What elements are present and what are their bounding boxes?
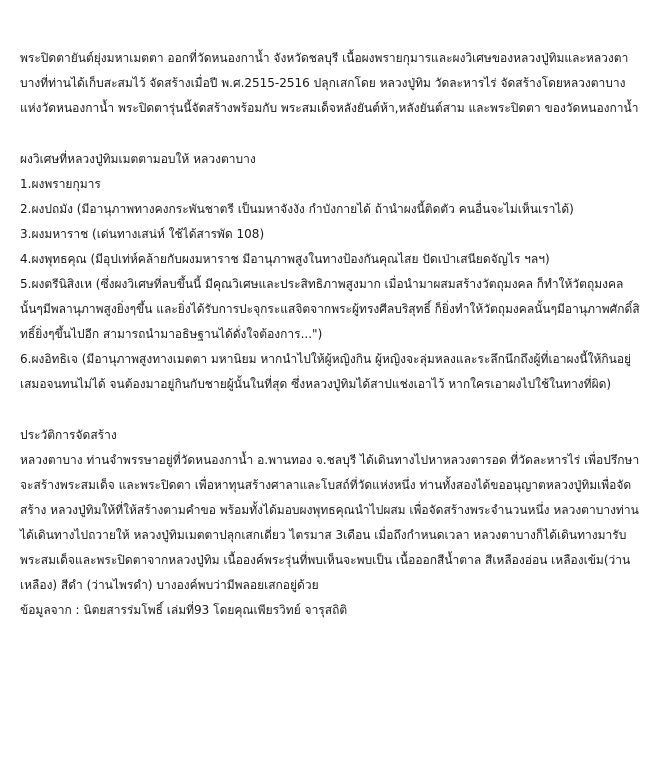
powder-item-5: 5.ผงตรีนิสิงเห (ซึ่งผงวิเศษที่ลบขึ้นนี้ มีคุณวิเศษและประสิทธิภาพสูงมาก เมื่อนำมาผสมสร้างวัตถุมงคล ก็ทำให้วัตถุมงคลนั้นๆมีพลานุภาพสูงยิ่งๆขึ้น และยิ่งได้รับการปะจุกระแสจิตจากพระผู้ทรงศีลบริสุทธิ์ ก็ยิ่งทำให้วัตถุมงคลนั้นๆมีอานุภาพศักดิ์สิทธิ์ยิ่งๆขึ้นไปอีก สามารถนำมาอธิษฐานได้ดั่งใจต้องการ...") xyxy=(20,277,640,341)
powder-item-1: 1.ผงพรายกุมาร xyxy=(20,177,101,191)
powder-item-2: 2.ผงปถมัง (มีอานุภาพทางคงกระพันชาตรี เป็นมหาจังงัง กำบังกายได้ ถ้านำผงนี้ติดตัว คนอื่นจะไม่เห็นเราได้) xyxy=(20,202,574,216)
powders-heading: ผงวิเศษที่หลวงปู่ทิมเมตตามอบให้ หลวงตาบาง xyxy=(20,152,256,166)
spacer xyxy=(20,121,640,147)
powder-item-3: 3.ผงมหาราช (เด่นทางเสน่ห์ ใช้ได้สารพัด 108) xyxy=(20,227,265,241)
history-section xyxy=(20,423,640,623)
intro-paragraph: พระปิดตายันต์ยุ่งมหาเมตตา ออกที่วัดหนองกาน้ำ จังหวัดชลบุรี เนื้อผงพรายกุมารและผงวิเศษของหลวงปู่ทิมและหลวงตาบางที่ท่านได้เก็บสะสมไว้ จัดสร้างเมื่อปี พ.ศ.2515-2516 ปลุกเสกโดย หลวงปู่ทิม วัดละหารไร่ จัดสร้างโดยหลวงตาบาง แห่งวัดหนองกาน้ำ พระปิดตารุ่นนี้จัดสร้างพร้อมกับ พระสมเด็จหลังยันต์ห้า,หลังยันต์สาม และพระปิดตา ของวัดหนองกาน้ำ xyxy=(20,51,639,115)
source-credit: ข้อมูลจาก : นิตยสารร่มโพธิ์ เล่มที่93 โดยคุณเพียรวิทย์ จารุสถิติ xyxy=(20,603,348,617)
article xyxy=(20,46,640,623)
spacer xyxy=(20,397,640,423)
powder-item-4: 4.ผงพุทธคุณ (มีอุปเท่ห์คล้ายกับผงมหาราช มีอานุภาพสูงในทางป้องกันคุณไสย ปัดเป่าเสนียดจัญไร ฯลฯ) xyxy=(20,252,550,266)
powders-section xyxy=(20,147,640,397)
powder-item-6: 6.ผงอิทธิเจ (มีอานุภาพสูงทางเมตตา มหานิยม หากนำไปให้ผู้หญิงกิน ผู้หญิงจะลุ่มหลงและระลึกนึกถึงผู้ที่เอาผงนี้ให้กินอยู่เสมอจนทนไม่ได้ จนต้องมาอยู่กินกับชายผู้นั้นในที่สุด ซึ่งหลวงปู่ทิมได้สาปแช่งเอาไว้ หากใครเอาผงไปใช้ในทางที่ผิด) xyxy=(20,352,632,391)
history-paragraph: หลวงตาบาง ท่านจำพรรษาอยู่ที่วัดหนองกาน้ำ อ.พานทอง จ.ชลบุรี ได้เดินทางไปหาหลวงตารอด ที่วัดละหารไร่ เพื่อปรึกษาจะสร้างพระสมเด็จ และพระปิดตา เพื่อหาทุนสร้างศาลาและโบสถ์ที่วัดแห่งหนึ่ง ท่านทั้งสองได้ขออนุญาตหลวงปู่ทิมเพื่อจัดสร้าง หลวงปู่ทิมให้ที่ให้สร้างตามคำขอ พร้อมทั้งได้มอบผงพุทธคุณนำไปผสม เพื่อจัดสร้างพระจำนวนหนึ่ง หลวงตาบางท่านได้เดินทางไปถวายให้ หลวงปู่ทิมเมตตาปลุกเสกเดี่ยว ไตรมาส 3เดือน เมื่อถึงกำหนดเวลา หลวงตาบางก็ได้เดินทางมารับพระสมเด็จและพระปิดตาจากหลวงปู่ทิม เนื้อองค์พระรุ่นที่พบเห็นจะพบเป็น เนื้อออกสีน้ำตาล สีเหลืองอ่อน เหลืองเข้ม(ว่านเหลือง) สีดำ (ว่านไพรดำ) บางองค์พบว่ามีพลอยเสกอยู่ด้วย xyxy=(20,453,640,592)
history-heading: ประวัติการจัดสร้าง xyxy=(20,428,117,442)
